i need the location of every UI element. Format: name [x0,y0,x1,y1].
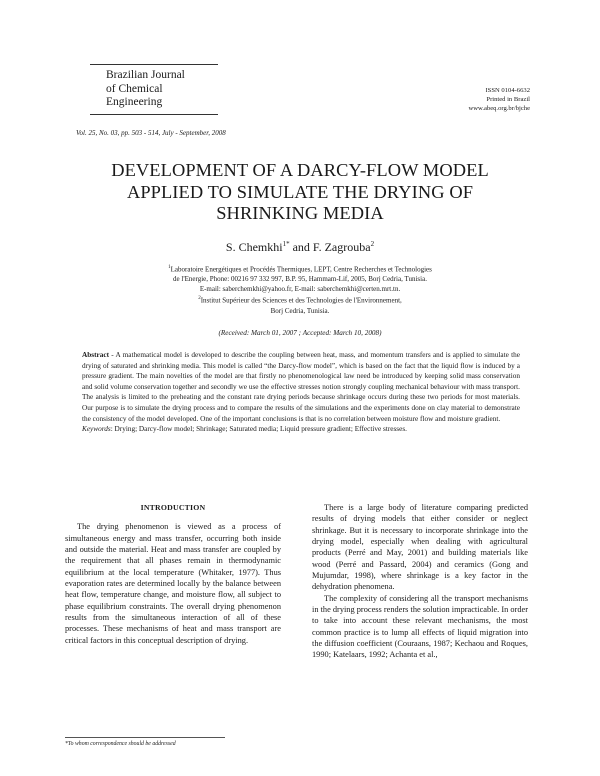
affiliation-2-mark: 2 [198,296,201,302]
title-line-2: APPLIED TO SIMULATE THE DRYING OF [126,181,474,202]
author-2-affil-mark: 2 [370,240,375,248]
author-1: S. Chemkhi [225,240,283,254]
journal-url: www.abeq.org.br/bjche [468,105,530,112]
authors [0,240,600,255]
footnote-rule [65,737,225,738]
title-line-3: SHRINKING MEDIA [216,203,384,223]
affiliation-2-line-1 [0,294,600,305]
journal-name [90,65,218,114]
affiliation-2-line-2: Borj Cedria, Tunisia. [270,306,330,315]
issn-block [468,86,530,113]
authors-and: and [289,240,313,254]
journal-bottom-rule [90,114,218,115]
abstract [82,350,520,435]
intro-paragraph-3: The complexity of considering all the transport mechanisms in the drying process renders the solution impracticable. In order to take into account these relevant mechanisms, the most common practice is to lump all effects of liquid migration into the diffusion coefficient (Couraans, 1987; Kechaou and Roques, 1990; Katelaars, 1992; Achanta et al., [312,593,528,660]
journal-name-line-2: of Chemical [106,82,163,95]
keywords-label: Keywords [82,425,111,434]
affiliation-1-mark: 1 [168,265,171,270]
intro-paragraph-2: There is a large body of literature comparing predicted results of drying models that either consider or neglect shrinkage. But it is necessary to incorporate shrinkage into the drying model, especially when dealing with agricultural products (Perré and May, 2001) and building materials like wood (Perré and Passard, 2004) and ceramics (Gong and Mujumdar, 1998), where shrinkage is a key factor in the dehydration phenomena. [312,503,528,592]
abstract-text: - A mathematical model is developed to describe the coupling between heat, mass, and momentum transfers and is applied to simulate the drying of saturated and shrinking media. This model is called “the Darcy-flow model”, which is based on the fact that the liquid flow is induced by a pressure gradient. The main novelties of the model are that firstly no phenomenological law need be introduced by keeping solid mass conservation and solid volume conservation together and secondly we use the effective stresses notion strongly coupling mechanical behaviour with mass transport. The analysis is limited to the preheating and the constant rate drying periods because shrinkage occurs during these two periods for most materials. Our purpose is to simulate the drying process and to compare the results of the simulations and the experiments done on clay material to demonstrate the consistency of the model developed. One of the important conclusions is that is no correlation between moisture flow and moisture gradient. [82,351,520,423]
right-column [312,502,528,661]
affiliation-1-line-1 [0,263,600,274]
journal-name-block [90,64,218,115]
introduction-heading: INTRODUCTION [140,503,206,512]
abstract-body [82,350,520,424]
keywords-text: : Drying; Darcy-flow model; Shrinkage; Saturated media; Liquid pressure gradient; Effective stresses. [110,425,407,434]
left-column [65,502,281,646]
affiliations [0,263,600,316]
affiliation-1-text: Laboratoire Energétiques et Procédés Thermiques, LEPT, Centre Recherches et Technologies [170,265,432,274]
author-2: F. Zagrouba [312,240,371,254]
paper-title [60,160,540,225]
title-line-1: DEVELOPMENT OF A DARCY-FLOW MODEL [111,160,489,180]
issn-number: ISSN 0104-6632 [485,87,530,94]
keywords [82,424,520,435]
abstract-label: Abstract [82,351,109,359]
journal-name-line-1: Brazilian Journal [106,69,185,81]
journal-name-line-3: Engineering [106,96,163,108]
affiliation-1-line-2: de l'Energie, Phone: 00216 97 332 997, B.P. 95, Hammam-Lif, 2005, Borj Cedria, Tunisia. [173,275,427,284]
affiliation-1-line-3: E-mail: saberchemkhi@yahoo.fr, E-mail: saberchemkhi@certen.mrt.tn. [199,285,401,294]
author-1-affil-mark: 1* [282,240,290,248]
affiliation-2-text: Institut Supérieur des Sciences et des Technologies de l'Environnement, [200,296,402,305]
volume-line: Vol. 25, No. 03, pp. 503 - 514, July - September, 2008 [76,129,226,137]
footnote: *To whom correspondence should be addressed [65,741,176,747]
printed-in: Printed in Brazil [486,96,530,103]
intro-paragraph-1: The drying phenomenon is viewed as a process of simultaneous energy and mass transfer, occurring both inside and outside the material. Heat and mass transfer are coupled by the requirement that all phases remain in thermodynamic equilibrium at the local temperature (Whitaker, 1977). Thus evaporation rates are determined locally by the balance between heat flow, temperature change, and moisture flow, all subject to phase equilibrium constraints. The overall drying phenomenon results from the simultaneous interaction of all of these processes. These mechanisms of heat and mass transport are critical factors in this conceptual description of drying. [65,522,281,645]
received-dates: (Received: March 01, 2007 ; Accepted: March 10, 2008) [218,329,382,337]
